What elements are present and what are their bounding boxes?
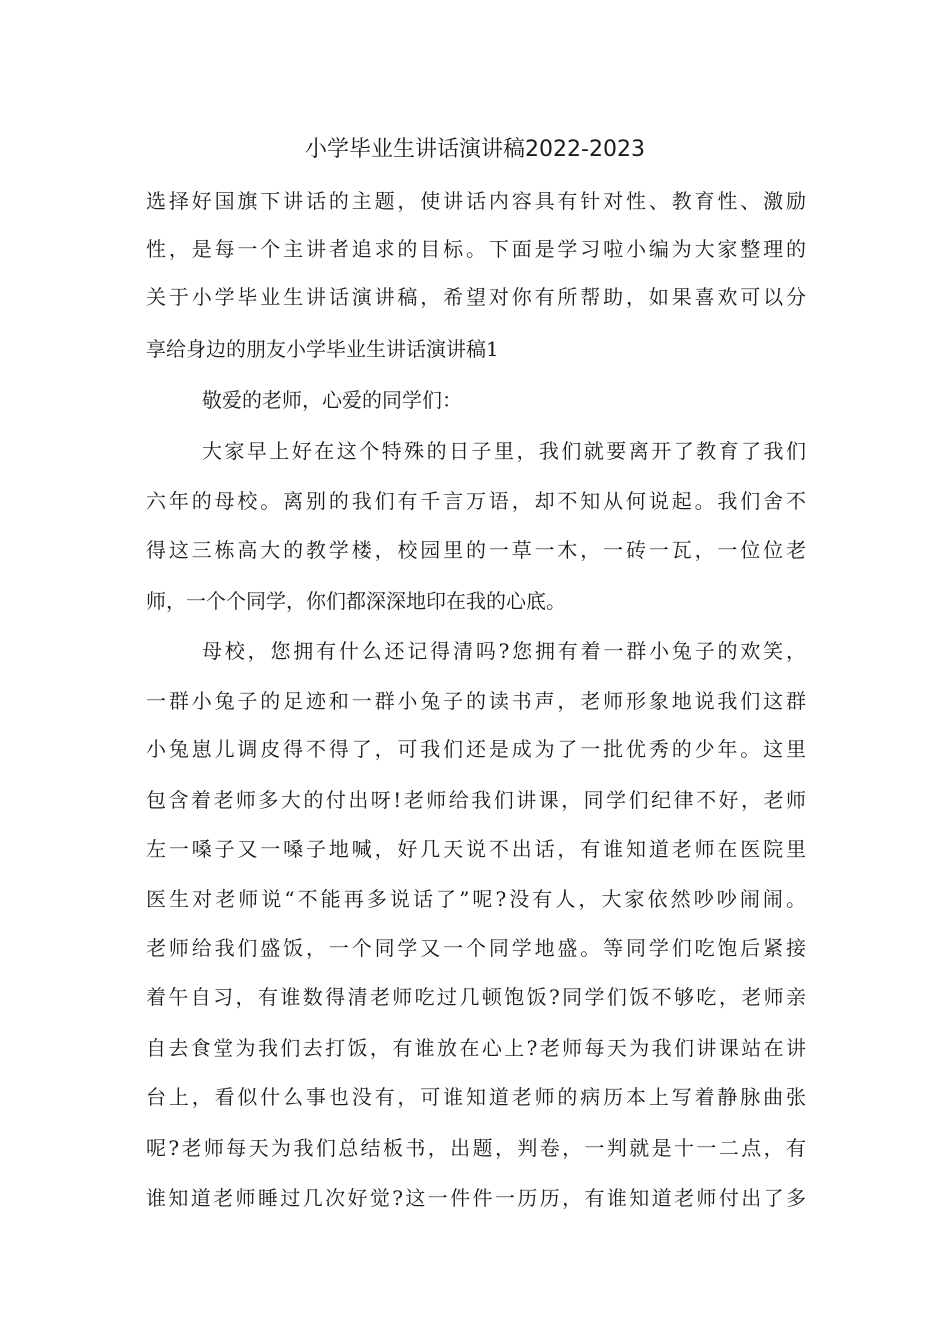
paragraph-line: 师，一个个同学，你们都深深地印在我的心底。 (146, 589, 566, 613)
paragraph-line: 谁知道老师睡过几次好觉?这一件件一历历，有谁知道老师付出了多 (146, 1186, 806, 1210)
paragraph-line: 自去食堂为我们去打饭，有谁放在心上?老师每天为我们讲课站在讲 (146, 1036, 806, 1060)
paragraph-line: 老师给我们盛饭，一个同学又一个同学地盛。等同学们吃饱后紧接 (146, 936, 806, 960)
document-title: 小学毕业生讲话演讲稿2022-2023 (305, 137, 645, 162)
paragraph-line: 关于小学毕业生讲话演讲稿，希望对你有所帮助，如果喜欢可以分 (146, 285, 806, 309)
paragraph-line: 台上，看似什么事也没有，可谁知道老师的病历本上写着静脉曲张 (146, 1085, 806, 1109)
paragraph-line: 包含着老师多大的付出呀!老师给我们讲课，同学们纪律不好，老师 (146, 788, 806, 812)
paragraph-line: 一群小兔子的足迹和一群小兔子的读书声，老师形象地说我们这群 (146, 689, 806, 713)
paragraph-line: 大家早上好在这个特殊的日子里，我们就要离开了教育了我们 (202, 439, 806, 463)
paragraph-line: 享给身边的朋友小学毕业生讲话演讲稿1 (146, 337, 499, 361)
paragraph-line: 呢?老师每天为我们总结板书，出题，判卷，一判就是十一二点，有 (146, 1136, 806, 1160)
paragraph-line: 母校，您拥有什么还记得清吗?您拥有着一群小兔子的欢笑， (202, 639, 806, 663)
paragraph-line: 左一嗓子又一嗓子地喊，好几天说不出话，有谁知道老师在医院里 (146, 837, 806, 861)
paragraph-line: 选择好国旗下讲话的主题，使讲话内容具有针对性、教育性、激励 (146, 189, 806, 213)
paragraph-line: 医生对老师说“不能再多说话了”呢?没有人，大家依然吵吵闹闹。 (146, 887, 806, 911)
salutation-line: 敬爱的老师，心爱的同学们： (202, 388, 462, 412)
paragraph-line: 着午自习，有谁数得清老师吃过几顿饱饭?同学们饭不够吃，老师亲 (146, 985, 806, 1009)
paragraph-line: 得这三栋高大的教学楼，校园里的一草一木，一砖一瓦，一位位老 (146, 538, 806, 562)
paragraph-line: 小兔崽儿调皮得不得了，可我们还是成为了一批优秀的少年。这里 (146, 737, 806, 761)
paragraph-line: 性，是每一个主讲者追求的目标。下面是学习啦小编为大家整理的 (146, 237, 806, 261)
paragraph-line: 六年的母校。离别的我们有千言万语，却不知从何说起。我们舍不 (146, 489, 806, 513)
